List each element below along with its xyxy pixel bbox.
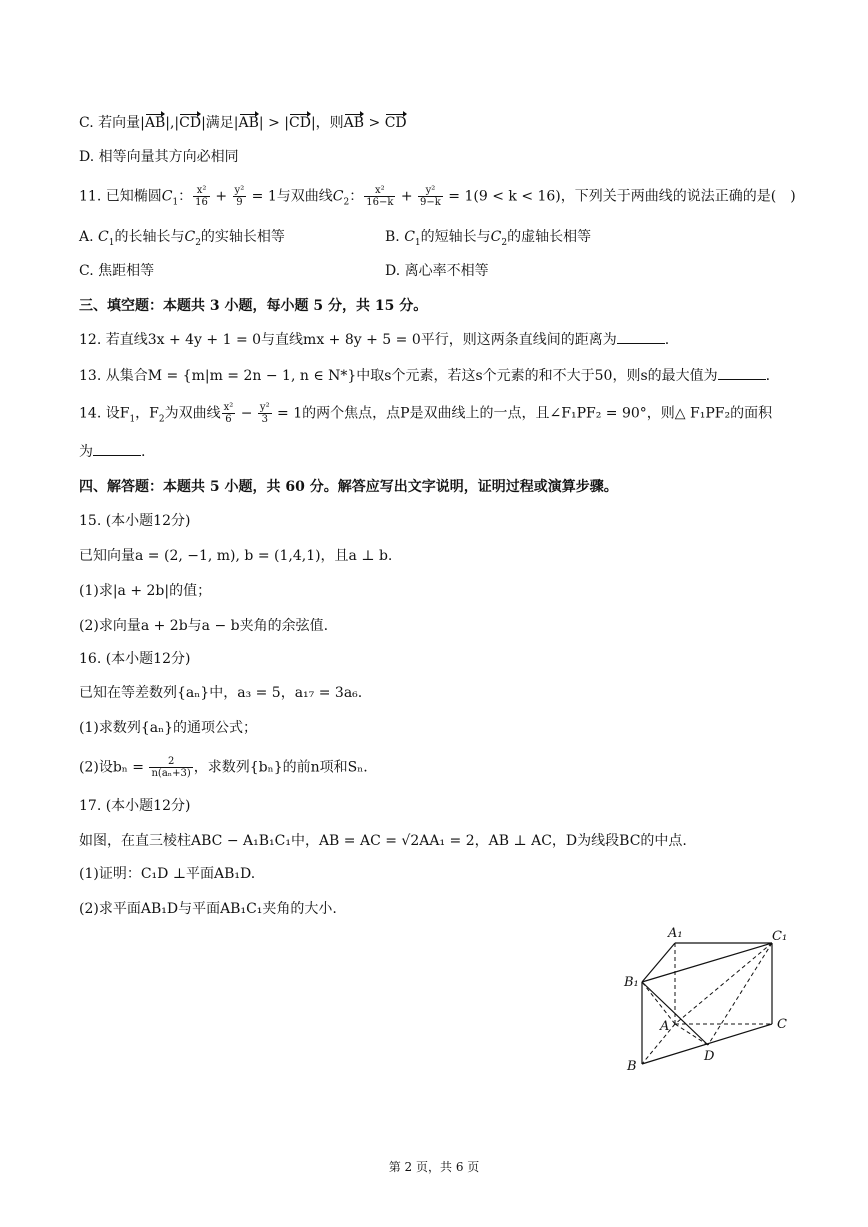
label-d: D — [704, 1049, 715, 1064]
edge-ab1 — [642, 982, 675, 1024]
edge-b1a1 — [642, 943, 675, 982]
question-14: 14. 设$F_1$，$F_2$为双曲线 $\frac{\text{x²}}{6}$ − $\frac{\text{y²}}{3}$ = 1的两个焦点，点P是双曲线上的一点，且∠F₁PF₂ = 90°，则△ F₁PF₂的面积 — [79, 402, 773, 425]
q17-stem: 如图，在直三棱柱ABC − A₁B₁C₁中，AB = AC = √2AA₁ = 2，AB ⊥ AC，D为线段BC的中点. — [79, 833, 687, 849]
q10-option-c: C. 若向量|AB|,|CD|满足|AB| > |CD|，则AB > CD — [79, 115, 407, 131]
label-a1: A₁ — [668, 926, 683, 941]
edge-c1d — [708, 943, 772, 1045]
page-footer: 第 2 页，共 6 页 — [388, 1160, 480, 1174]
q16-heading: 16. (本小题12分) — [79, 651, 191, 667]
label-a: A — [660, 1019, 670, 1034]
question-12: 12. 若直线3x + 4y + 1 = 0与直线mx + 8y + 5 = 0平行，则这两条直线间的距离为 . — [79, 332, 670, 348]
vector-cd: CD — [179, 115, 202, 131]
label-b1: B₁ — [624, 975, 639, 990]
q16-stem: 已知在等差数列{aₙ}中，a₃ = 5，a₁₇ = 3a₆. — [79, 685, 363, 701]
q15-stem: 已知向量a = (2, −1, m), b = (1,4,1)，且a ⊥ b. — [79, 548, 393, 564]
vector-ab: AB — [144, 115, 166, 131]
q16-part2: (2)设bₙ = $\frac{2}{\text{n(aₙ+3)}}$ ，求数列{bₙ}的前n项和Sₙ. — [79, 756, 368, 779]
question-11: 11. 已知椭圆$C_1$： $\frac{\text{x²}}{16}$ + $\frac{\text{y²}}{9}$ = 1与双曲线$C_2$： $\frac{\text{x²}}{16-k}$ + $\frac{\text{y²}}{9-k}$ = 1(9 < k < 16)，下列关于两曲线的说法正确的是( ) — [79, 185, 796, 208]
q15-part2: (2)求向量a + 2b与a − b夹角的余弦值. — [79, 618, 329, 634]
q11-option-a: A. $C_1$的长轴长与$C_2$的实轴长相等 — [79, 229, 285, 248]
edge-c1a — [675, 943, 772, 1024]
section-3-heading: 三、填空题：本题共 3 小题，每小题 5 分，共 15 分。 — [79, 298, 428, 314]
q16-part1: (1)求数列{aₙ}的通项公式； — [79, 720, 258, 736]
q17-heading: 17. (本小题12分) — [79, 798, 191, 814]
section-4-heading: 四、解答题：本题共 5 小题，共 60 分。解答应写出文字说明，证明过程或演算步骤。 — [79, 479, 618, 495]
label-c: C — [777, 1017, 787, 1032]
q17-part1: (1)证明：C₁D ⊥平面AB₁D. — [79, 866, 256, 882]
q11-option-c: C. 焦距相等 — [79, 263, 155, 279]
label-b: B — [627, 1059, 637, 1074]
edge-ab — [642, 1024, 675, 1064]
q17-part2: (2)求平面AB₁D与平面AB₁C₁夹角的大小. — [79, 901, 337, 917]
q11-option-d: D. 离心率不相等 — [385, 263, 489, 279]
q10-option-d: D. 相等向量其方向必相同 — [79, 149, 239, 165]
edge-ad — [675, 1024, 708, 1045]
edge-b1c1 — [642, 943, 772, 982]
label-c1: C₁ — [772, 929, 788, 944]
question-14-line2: 为 . — [79, 444, 146, 460]
prism-figure — [620, 920, 800, 1080]
q15-part1: (1)求|a + 2b|的值； — [79, 583, 212, 599]
q11-option-b: B. $C_1$的短轴长与$C_2$的虚轴长相等 — [385, 229, 592, 248]
question-13: 13. 从集合M = {m|m = 2n − 1, n ∈ N*}中取s个元素，若这s个元素的和不大于50，则s的最大值为 . — [79, 368, 771, 384]
q15-heading: 15. (本小题12分) — [79, 513, 191, 529]
